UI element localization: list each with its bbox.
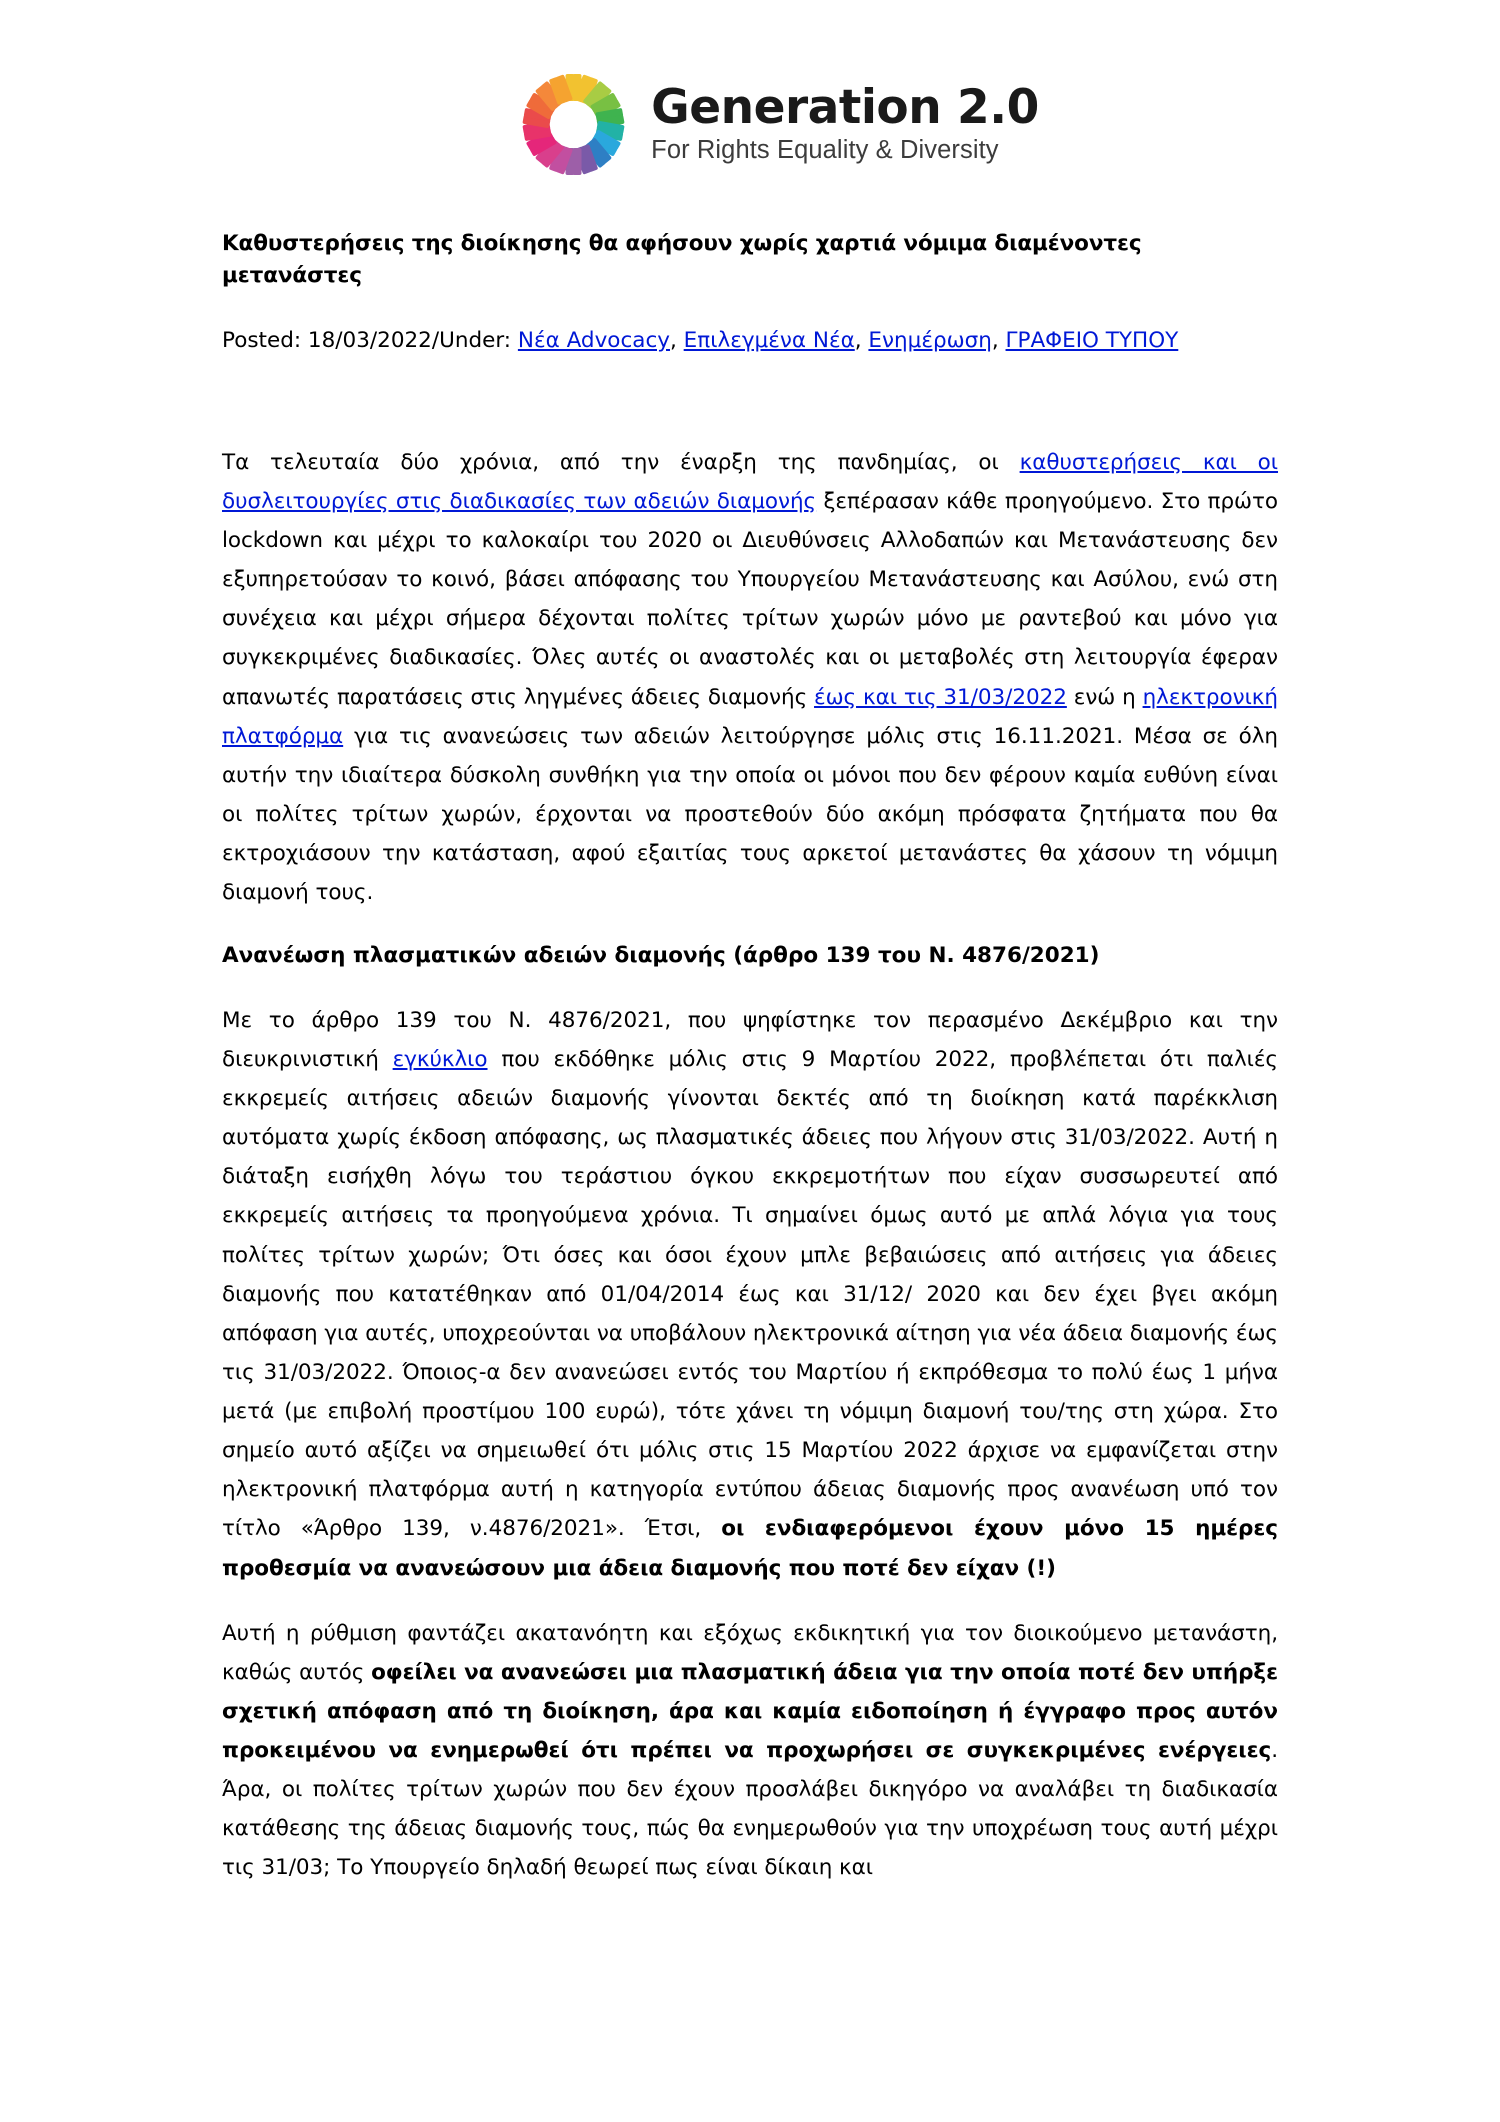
category-link-3[interactable]: Ενημέρωση [868,327,992,353]
text-run: που εκδόθηκε μόλις στις 9 Μαρτίου 2022, προβλέπεται ότι παλιές εκκρεμείς αιτήσεις αδειών διαμονής γίνονται δεκτές από τη διοίκηση κατά παρέκκλιση αυτόματα χωρίς έκδοση απόφασης, ως πλασματικές άδειες που λήγουν στις 31/03/2022. Αυτή η διάταξη εισήχθη λόγω του τεράστιου όγκου εκκρεμοτήτων που είχαν συσσωρευτεί από εκκρεμείς αιτήσεις τα προηγούμενα χρόνια. Τι σημαίνει όμως αυτό με απλά λόγια για τους πολίτες τρίτων χωρών; Ότι όσες και όσοι έχουν μπλε βεβαιώσεις από αιτήσεις για άδειες διαμονής που κατατέθηκαν από 01/04/2014 έως και 31/12/ 2020 και δεν έχει βγει ακόμη απόφαση για αυτές, υποχρεούνται να υποβάλουν ηλεκτρονικά αίτηση για νέα άδεια διαμονής έως τις 31/03/2022. Όποιος-α δεν ανανεώσει εντός του Μαρτίου ή εκπρόθεσμα το πολύ έως 1 μήνα μετά (με επιβολή προστίμου 100 ευρώ), τότε χάνει τη νόμιμη διαμονή του/της στη χώρα. Στο σημείο αυτό αξίζει να σημειωθεί ότι μόλις στις 15 Μαρτίου 2022 άρχισε να εμφανίζεται στην ηλεκτρονική πλατφόρμα αυτή η κατηγορία εντύπου άδειας διαμονής προς ανανέωση υπό τον τίτλο «Άρθρο 139, ν.4876/2021». Έτσι, [222,1046,1278,1542]
category-link-list [518,328,1178,353]
category-separator: , [991,327,1006,353]
logo-wordmark [651,80,1039,165]
generation-2-0-ring-logo-icon [521,72,625,176]
site-logo [282,0,1278,188]
posted-date-label: Posted: 18/03/2022/Under: [222,327,518,353]
category-link-1[interactable]: Νέα Advocacy [517,327,670,353]
page-title: Καθυστερήσεις της διοίκησης θα αφήσουν χωρίς χαρτιά νόμιμα διαμένοντες μετανάστες [222,231,1142,289]
emphasis-run: οφείλει να ανανεώσει μια πλασματική άδεια για την οποία ποτέ δεν υπήρξε σχετική απόφαση από τη διοίκηση, άρα και καμία ειδοποίηση ή έγγραφο προς αυτόν προκειμένου να ενημερωθεί ότι πρέπει να προχωρήσει σε συγκεκριμένες ενέργειες [222,1659,1278,1764]
post-meta [222,325,1278,357]
paragraph-commentary [222,1614,1278,1888]
text-run: Αυτή η ρύθμιση φαντάζει ακατανόητη και εξόχως εκδικητική για τον διοικούμενο μετανάστη, καθώς αυτός [222,1620,1278,1685]
category-separator: , [670,327,684,353]
section-heading-article-139: Ανανέωση πλασματικών αδειών διαμονής (άρθρο 139 του Ν. 4876/2021) [222,943,1100,969]
text-run: . Άρα, οι πολίτες τρίτων χωρών που δεν έχουν προσλάβει δικηγόρο να αναλάβει τη διαδικασία κατάθεσης της άδειας διαμονής τους, πώς θα ενημερωθούν για την υποχρέωση τους αυτή μέχρι τις 31/03; Το Υπουργείο δηλαδή θεωρεί πως είναι δίκαιη και [222,1738,1278,1881]
link-circular[interactable]: εγκύκλιο [392,1046,488,1072]
link-until-31-03-2022[interactable]: έως και τις 31/03/2022 [814,684,1067,710]
link-electronic-platform[interactable]: ηλεκτρονική πλατφόρμα [222,684,1278,749]
text-run: Με το άρθρο 139 του Ν. 4876/2021, που ψηφίστηκε τον περασμένο Δεκέμβριο και την διευκρινιστική [222,1007,1278,1072]
logo-tagline: For Rights Equality & Diversity [651,136,999,165]
logo-title: Generation 2.0 [651,80,1039,136]
text-run: Τα τελευταία δύο χρόνια, από την έναρξη της πανδημίας, οι [222,449,1020,475]
category-separator: , [854,327,869,353]
paragraph-intro [222,443,1278,913]
text-run: για τις ανανεώσεις των αδειών λειτούργησε μόλις στις 16.11.2021. Μέσα σε όλη αυτήν την ιδιαίτερα δύσκολη συνθήκη για την οποία οι μόνοι που δεν φέρουν καμία ευθύνη είναι οι πολίτες τρίτων χωρών, έρχονται να προστεθούν δύο ακόμη πρόσφατα ζητήματα που θα εκτροχιάσουν την κατάσταση, αφού εξαιτίας τους αρκετοί μετανάστες θα χάσουν τη νόμιμη διαμονή τους. [222,723,1278,906]
paragraph-article-139 [222,1001,1278,1588]
text-run: ενώ η [1066,684,1143,710]
category-link-2[interactable]: Επιλεγμένα Νέα [683,327,855,353]
text-run: ξεπέρασαν κάθε προηγούμενο. Στο πρώτο lockdown και μέχρι το καλοκαίρι του 2020 οι Διευθύνσεις Αλλοδαπών και Μετανάστευσης δεν εξυπηρετούσαν το κοινό, βάσει απόφασης του Υπουργείου Μετανάστευσης και Ασύλου, ενώ στη συνέχεια και μέχρι σήμερα δέχονται πολίτες τρίτων χωρών μόνο με ραντεβού και μόνο για συγκεκριμένες διαδικασίες. Όλες αυτές οι αναστολές και οι μεταβολές στη λειτουργία έφεραν απανωτές παρατάσεις στις ληγμένες άδειες διαμονής [222,488,1278,710]
emphasis-run: οι ενδιαφερόμενοι έχουν μόνο 15 ημέρες προθεσμία να ανανεώσουν μια άδεια διαμονής που ποτέ δεν είχαν (!) [222,1516,1278,1581]
link-delays-residence-permits[interactable]: καθυστερήσεις και οι δυσλειτουργίες στις διαδικασίες των αδειών διαμονής [222,449,1279,514]
category-link-4[interactable]: ΓΡΑΦΕΙΟ ΤΥΠΟΥ [1005,327,1179,353]
